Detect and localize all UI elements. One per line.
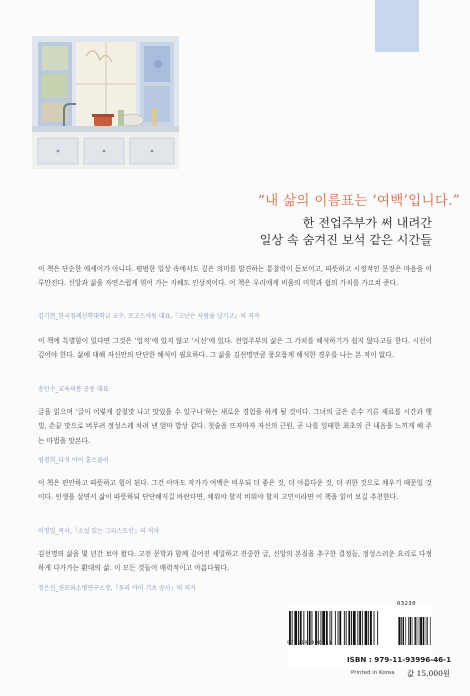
corner-color-block — [375, 0, 419, 52]
review-text: 이 책은 편안하고 따뜻하고 힘이 된다. 그건 아마도 작가가 여백은 비우되 더 좋은 것, 더 아름다운 것, 더 귀한 것으로 채우기 때문일 것이다. 인생을 살면서 삶이 따뜻하되 단단해지길 바란다면, 채워야 할지 비워야 할지 고민이라면 이 책을 읽어 보길 추천한다. — [38, 479, 432, 502]
review-source: 송인수_교육의봄 공동 대표 — [38, 386, 109, 393]
isbn-label: ISBN : 979-11-93996-46-1 — [347, 655, 452, 664]
price-code: 03230 — [397, 601, 417, 607]
kitchen-window-illustration — [32, 36, 179, 169]
review-text: 이 책에 특별함이 있다면 그것은 ‘업적’에 있지 않고 ‘시선’에 있다. 전업주부의 삶은 그 가치를 해석하기가 쉽지 않다고들 한다. 시선이 깊어야 한다. 삶에 대해 자신만의 단단한 해석이 필요하다. 그 삶을 김선명만큼 풍요롭게 해석한 경우를 나는 본 적이 없다. — [38, 337, 432, 360]
review-text: 글을 읽으며 ‘글이 이렇게 감칠맛 나고 맛있을 수 있구나’하는 새로운 경험을 하게 될 것이다. 그녀의 글은 손수 기른 재료를 시간과 햇빛, 손끝 맛으로 버무려 정성스레 차려 낸 엄마 밥상 같다. 첫술을 뜨자마자 자신의 근원, 곧 나를 잉태한 최초의 큰 내음을 느끼게 해 주는 마법을 맛본다. — [38, 408, 432, 445]
subtitle-line-2: 일상 속 숨겨진 보석 같은 시간들 — [259, 233, 432, 247]
subtitle-line-1: 한 전업주부가 써 내려간 — [302, 216, 432, 230]
review-source: 이정일_목사,『소설 읽는 그리스도인』의 저자 — [38, 528, 160, 535]
headline-quote: “내 삶의 이름표는 ‘여백’입니다.” — [257, 193, 460, 209]
barcode-number: 9791193996461 — [287, 641, 333, 646]
review-source: 염경희_다섯 아이 홈스쿨러 — [38, 457, 109, 464]
review-source: 정은진_진로와소명연구소장,『우리 아이 기초 공사』의 저자 — [38, 585, 196, 592]
printed-in-korea: Printed in Korea — [351, 670, 395, 676]
price-label: 값 15,000원 — [407, 669, 451, 678]
review-text: 이 책은 단순한 에세이가 아니다. 평범한 일상 속에서도 깊은 의미를 발견하는 통찰력이 돋보이고, 따뜻하고 시정적인 문장은 마음을 어루만진다. 신앙과 삶을 자연스럽게 엮어 가는 지혜도 인상적이다. 이 책은 우리에게 비움의 미학과 쉼의 가치를 가르쳐 준다. — [38, 265, 432, 288]
review-text: 김선명의 삶을 몇 년간 보아 왔다. 고전 문학과 함께 깊어진 세밀하고 진중한 글, 신앙의 본질을 추구한 결정들, 정성스러운 요리로 다정하게 다가가는 환대의 삶. 이 모든 것들이 매력적이고 아름다웠다. — [38, 550, 432, 573]
review-source: 김기현_한국침례신학대학교 교수, 로고스서원 대표,『고난은 사람을 남기고』의 저자 — [38, 313, 260, 320]
